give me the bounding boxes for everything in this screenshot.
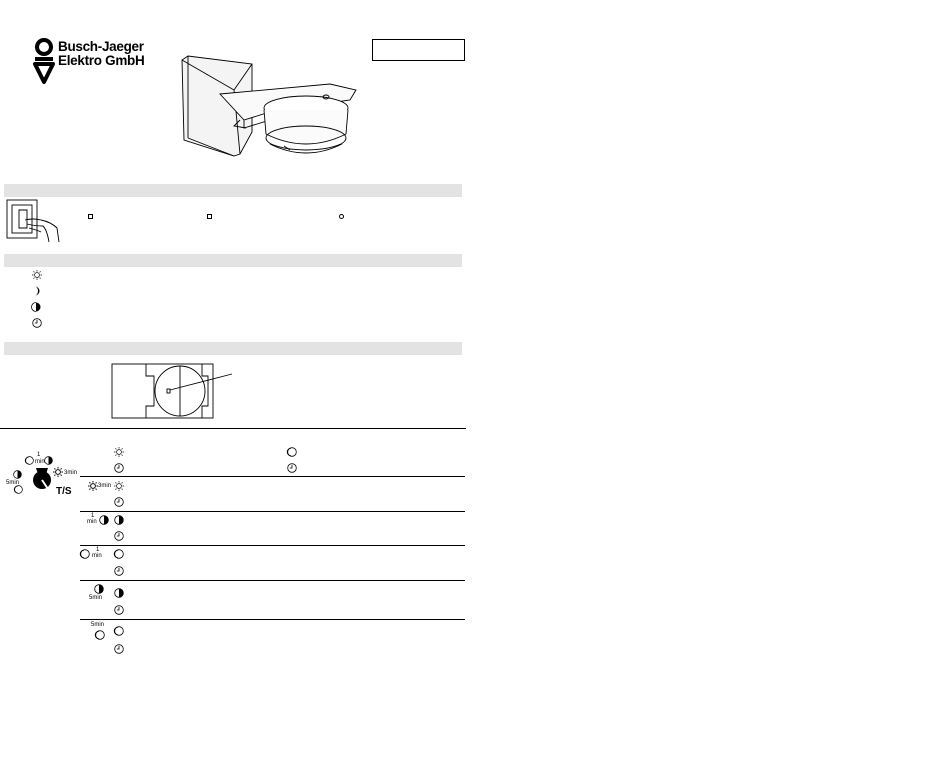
sensor-top-view-illustration — [112, 362, 242, 420]
section-band-3 — [4, 342, 462, 355]
table-row-divider — [80, 476, 465, 477]
sun-icon — [32, 270, 42, 280]
row3-crescent-small-icon — [114, 549, 124, 559]
clock-icon — [32, 318, 42, 328]
dial-sun-icon — [53, 467, 63, 477]
brand-line-2: Elektro GmbH — [58, 53, 145, 68]
row3-clock-icon — [114, 566, 124, 576]
brand-line-1: Busch-Jaeger — [58, 39, 144, 54]
table-row-divider — [80, 511, 465, 512]
row5-crescent-icon — [95, 630, 105, 640]
dial-moon-top-left-icon — [25, 456, 34, 465]
row3-label-bottom: min — [92, 553, 102, 559]
press-marker-1 — [88, 214, 93, 219]
dial-label-ts: T/S — [56, 486, 72, 497]
dial-label-5min: 5min — [6, 480, 20, 486]
table-head-clock-icon — [114, 463, 124, 473]
press-marker-2 — [207, 214, 212, 219]
dial-moon-top-right-icon — [44, 456, 53, 465]
busch-jaeger-logo-icon — [32, 38, 56, 84]
brand-name — [58, 40, 144, 68]
moon-icon — [32, 286, 42, 296]
row1-sun-icon — [88, 481, 98, 491]
row3-crescent-icon — [80, 549, 90, 559]
row4-label: 5min — [89, 595, 103, 601]
dial-label-one: 1 — [37, 452, 41, 458]
table-row-divider — [80, 545, 465, 546]
table-row-divider — [80, 580, 465, 581]
table-row-divider — [80, 619, 465, 620]
row2-moon-icon — [99, 515, 109, 525]
row1-label: 3min — [98, 483, 112, 489]
row3-label-top: 1 — [96, 547, 100, 553]
table-head-clock-2-icon — [287, 463, 297, 473]
press-marker-3 — [339, 214, 344, 219]
motion-detector-illustration — [180, 54, 365, 160]
header-box — [372, 39, 465, 61]
dial-label-min: min — [35, 459, 45, 465]
hand-press-switch-illustration — [5, 196, 61, 244]
section-divider — [0, 428, 466, 429]
dial-label-3min: 3min — [64, 470, 78, 476]
table-head-crescent-icon — [287, 447, 297, 457]
half-moon-icon — [32, 302, 42, 312]
row2-label-bottom: min — [87, 519, 97, 525]
row5-label: 5min — [91, 622, 105, 628]
row2-label-top: 1 — [91, 513, 95, 519]
row2-clock-icon — [114, 531, 124, 541]
row4-moon-icon — [94, 584, 104, 594]
section-band-1 — [4, 184, 462, 197]
dial-moon-left-icon — [13, 470, 22, 479]
row1-clock-icon — [114, 497, 124, 507]
row2-half-moon-icon — [114, 515, 124, 525]
table-head-sun-icon — [114, 447, 124, 457]
row4-clock-icon — [114, 605, 124, 615]
row5-crescent-small-icon — [114, 626, 124, 636]
row5-clock-icon — [114, 644, 124, 654]
row1-sun-small-icon — [114, 481, 124, 491]
section-band-2 — [4, 254, 462, 267]
row4-half-moon-icon — [114, 588, 124, 598]
